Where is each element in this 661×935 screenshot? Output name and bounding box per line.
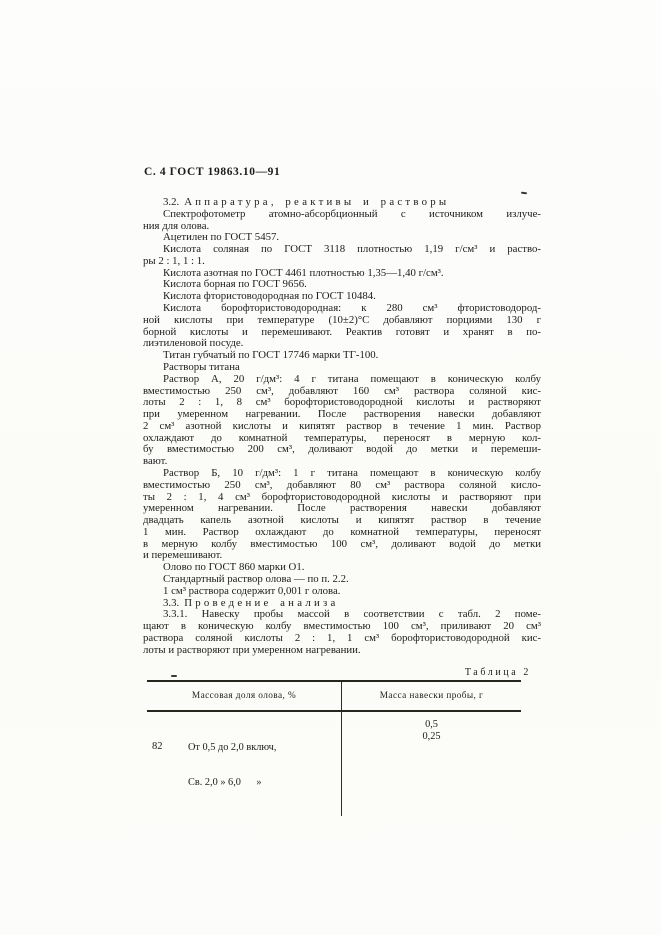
table-cell-mass-0: 0,5 [425, 719, 438, 730]
text-line: борной кислоты и перемешивают. Реактив готовят и хранят в по- [143, 325, 541, 338]
page-number: 82 [152, 741, 163, 752]
running-head: С. 4 ГОСТ 19863.10—91 [144, 166, 281, 178]
table-header-row [147, 682, 521, 712]
text-line: охлаждают до комнатной температуры, переносят в мерную кол- [143, 431, 541, 444]
table-header-sample-mass: Масса навески пробы, г [379, 691, 484, 701]
text-line: раствора соляной кислоты 2 : 1, 1 см³ борофтористоводородной кис- [143, 631, 541, 644]
text-line: ры 2 : 1, 1 : 1. [143, 254, 205, 267]
text-line: Титан губчатый по ГОСТ 17746 марки ТГ-100. [163, 349, 379, 362]
text-line: при умеренном нагревании. После растворения навески добавляют [143, 408, 541, 421]
text-line: Кислота борная по ГОСТ 9656. [163, 278, 307, 291]
text-line: двадцать капель азотной кислоты и кипятят раствор в течение [143, 514, 541, 527]
text-line: умеренном нагревании. После растворения навески добавляют [143, 502, 541, 515]
text-line: Олово по ГОСТ 860 марки О1. [163, 561, 305, 574]
text-line: вместимостью 250 см³, добавляют 80 см³ раствора соляной кисло- [143, 478, 541, 491]
paragraph [143, 209, 541, 233]
table-body [147, 712, 521, 816]
text-line: Раствор А, 20 г/дм³: 4 г титана помещают в коническую колбу [163, 372, 541, 385]
text-line: вместимостью 250 см³, добавляют 160 см³ раствора соляной кис- [143, 384, 541, 397]
text-line: вают. [143, 455, 168, 468]
paragraph [143, 574, 541, 586]
text-line: Раствор Б, 10 г/дм³: 1 г титана помещают в коническую колбу [163, 466, 541, 479]
table-header-mass-fraction: Массовая доля олова, % [147, 682, 342, 710]
text-line: лиэтиленовой посуде. [143, 337, 244, 350]
table-cell-range-0: От 0,5 до 2,0 включ, [188, 742, 277, 753]
text-line: 3.3.1. Навеску пробы массой в соответствии с табл. 2 поме- [163, 608, 541, 621]
text-line: и перемешивают. [143, 549, 223, 562]
paragraph [143, 609, 541, 656]
section-number: 3.3. [163, 596, 180, 609]
paragraph [143, 362, 541, 374]
text-line: в мерную колбу вместимостью 100 см³, доливают водой до метки [143, 537, 541, 550]
text-line: 1 мин. Раствор охлаждают до комнатной температуры, переносят [143, 525, 541, 538]
text-line: 2 см³ азотной кислоты и кипятят раствор в течение 1 мин. Раствор [143, 419, 541, 432]
table-column-mass [342, 712, 521, 816]
paragraph [143, 244, 541, 268]
table-caption: Таблица 2 [464, 667, 531, 678]
text-line: Кислота азотная по ГОСТ 4461 плотностью 1,35—1,40 г/см³. [163, 266, 444, 279]
text-line: Кислота соляная по ГОСТ 3118 плотностью 1,19 г/см³ и раство- [163, 243, 541, 256]
paragraph [143, 374, 541, 468]
text-line: Кислота фтористоводородная по ГОСТ 10484. [163, 290, 376, 303]
table-cell-mass-1: 0,25 [422, 730, 441, 742]
text-line: лоты 2 : 1, 8 см³ борофтористоводородной кислоты и растворяют [143, 396, 541, 409]
table-column-range [147, 712, 342, 816]
text-line: ния для олова. [143, 219, 210, 232]
text-line: Стандартный раствор олова — по п. 2.2. [163, 573, 349, 585]
paragraph [143, 303, 541, 350]
text-line: 1 см³ раствора содержит 0,001 г олова. [163, 584, 341, 597]
text-line: ной кислоты при температуре (10±2)°С добавляют порциями 130 г [143, 313, 541, 326]
paragraph [143, 468, 541, 562]
data-table [147, 680, 521, 816]
text-line: Кислота борофтористоводородная: к 280 см³ фтористоводород- [163, 302, 541, 315]
text-line: ты 2 : 1, 4 см³ борофтористоводородной кислоты и растворяют при [143, 490, 541, 503]
text-line: Спектрофотометр атомно-абсорбционный с источником излуче- [163, 207, 541, 220]
paragraph [143, 586, 541, 598]
section-heading-3-2 [143, 197, 541, 209]
section-title: Проведение анализа [184, 596, 339, 609]
body-text [143, 197, 541, 656]
text-line: щают в коническую колбу вместимостью 100 см³, приливают 20 см³ [143, 620, 541, 633]
text-line: бу вместимостью 200 см³, доливают водой до метки и перемеши- [143, 443, 541, 456]
text-line: Ацетилен по ГОСТ 5457. [163, 231, 280, 244]
section-number: 3.2. [163, 196, 180, 208]
table-cell-range-1: Св. 2,0 » 6,0 » [188, 776, 262, 788]
text-line: лоты и растворяют при умеренном нагревании. [143, 643, 361, 656]
section-title: Аппаратура, реактивы и растворы [184, 196, 450, 208]
text-line: Растворы титана [163, 360, 240, 373]
scan-artifact [521, 192, 527, 195]
